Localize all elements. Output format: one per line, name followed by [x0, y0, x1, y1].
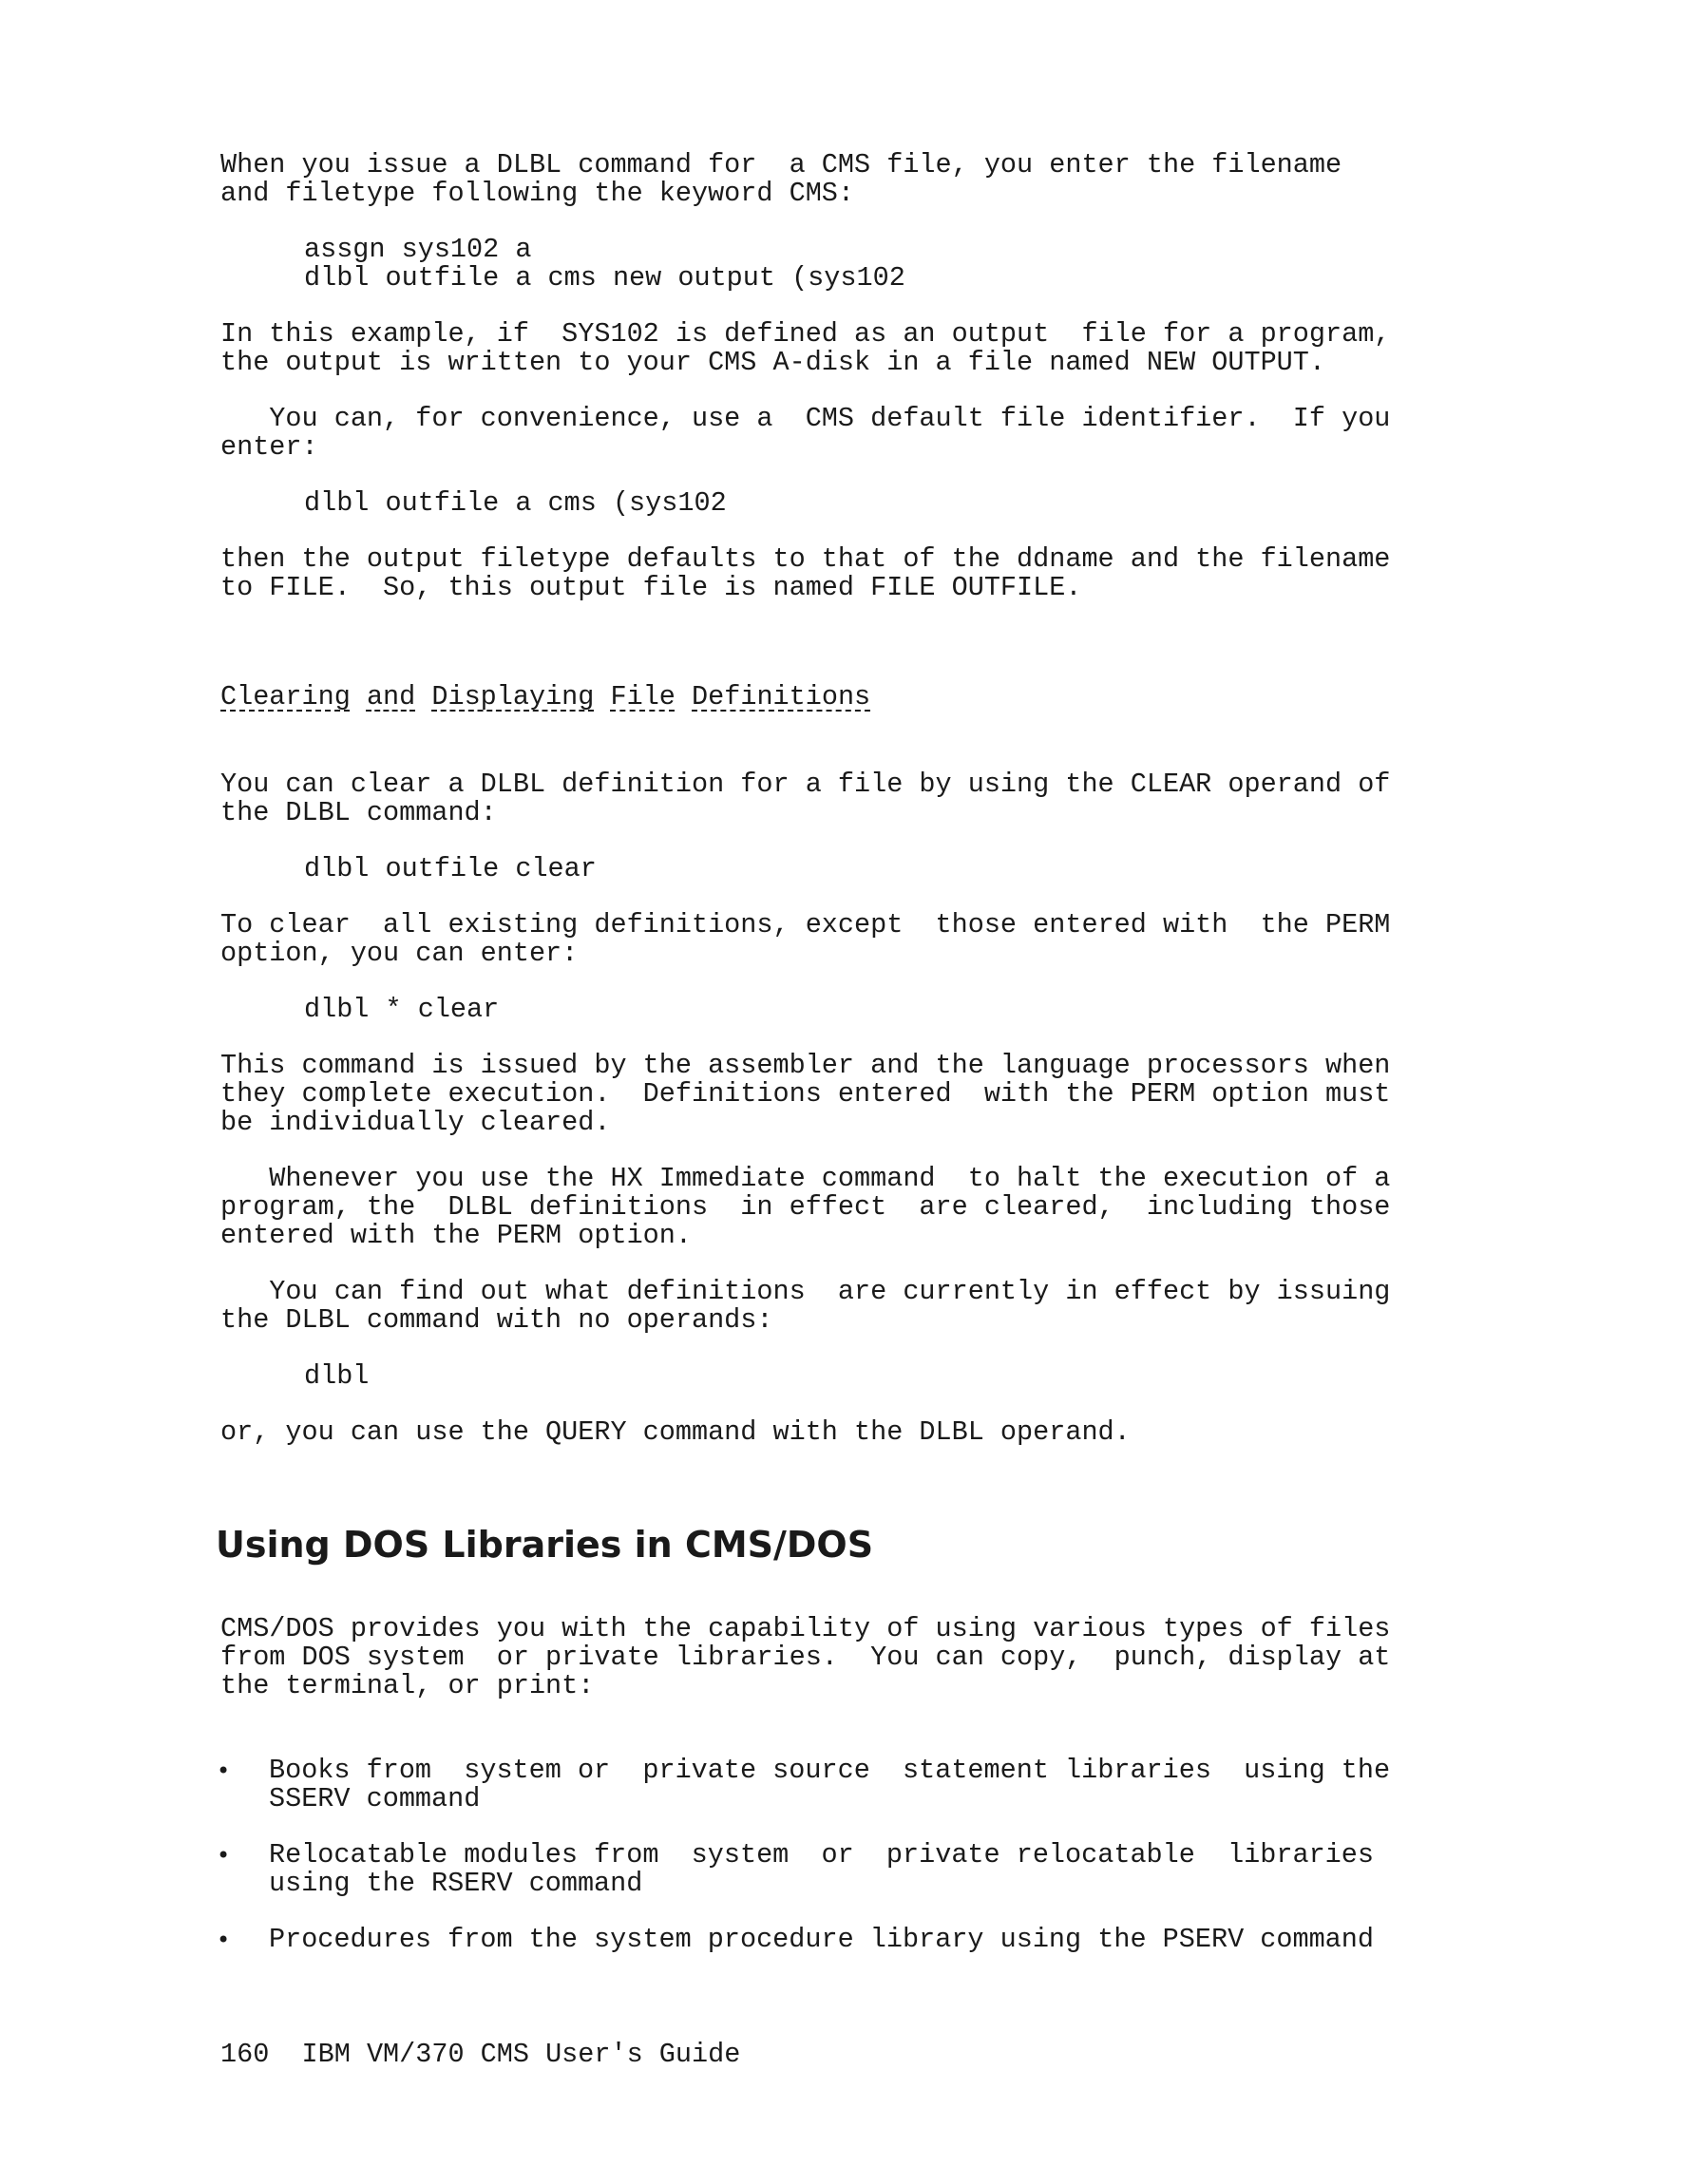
code-example-dlbl-clear: dlbl outfile clear: [304, 853, 597, 884]
list-item-sserv: Books from system or private source statement libraries using the SSERV command: [269, 1755, 1391, 1814]
paragraph-hx-immediate: Whenever you use the HX Immediate command to halt the execution of a program, the DLBL definitions in effect are cleared, including those entered with the PERM option.: [220, 1163, 1391, 1251]
subheading-word: File: [610, 681, 676, 712]
book-title: IBM VM/370 CMS User's Guide: [301, 2039, 741, 2070]
paragraph-dlbl-cms-file: When you issue a DLBL command for a CMS file, you enter the filename and filetype following the keyword CMS:: [220, 149, 1342, 209]
page-footer: [220, 2041, 740, 2069]
code-example-dlbl-star-clear: dlbl * clear: [304, 994, 500, 1025]
code-example-assgn: assgn sys102 a dlbl outfile a cms new output (sys102: [304, 234, 905, 294]
paragraph-cms-dos-intro: CMS/DOS provides you with the capability of using various types of files from DOS system or private libraries. You can copy, punch, display at the terminal, or print:: [220, 1613, 1391, 1701]
subheading-word: and: [366, 681, 416, 712]
subheading-clearing-displaying: [220, 683, 870, 712]
paragraph-query-command: or, you can use the QUERY command with the DLBL operand.: [220, 1416, 1131, 1448]
code-example-dlbl: dlbl: [304, 1360, 370, 1392]
bullet-icon: •: [217, 1757, 231, 1784]
subheading-word: Clearing: [220, 681, 351, 712]
subheading-word: Definitions: [692, 681, 871, 712]
paragraph-default-identifier: You can, for convenience, use a CMS default file identifier. If you enter:: [220, 403, 1391, 463]
list-item-rserv: Relocatable modules from system or private relocatable libraries using the RSERV command: [269, 1839, 1374, 1899]
subheading-word: Displaying: [431, 681, 595, 712]
paragraph-clear-definition: You can clear a DLBL definition for a file by using the CLEAR operand of the DLBL command:: [220, 769, 1391, 828]
code-example-dlbl-default: dlbl outfile a cms (sys102: [304, 487, 727, 519]
bullet-icon: •: [217, 1842, 231, 1869]
paragraph-find-definitions: You can find out what definitions are currently in effect by issuing the DLBL command with no operands:: [220, 1276, 1391, 1336]
page-number: 160: [220, 2039, 270, 2070]
paragraph-example-output: In this example, if SYS102 is defined as an output file for a program, the output is written to your CMS A-disk in a file named NEW OUTPUT.: [220, 318, 1391, 378]
list-item-pserv: Procedures from the system procedure library using the PSERV command: [269, 1924, 1374, 1955]
paragraph-filetype-defaults: then the output filetype defaults to that of the ddname and the filename to FILE. So, this output file is named FILE OUTFILE.: [220, 543, 1391, 603]
paragraph-assembler-clear: This command is issued by the assembler and the language processors when they complete execution. Definitions entered with the PERM option must be individually cleared.: [220, 1050, 1391, 1138]
bullet-icon: •: [217, 1927, 231, 1953]
section-heading: Using DOS Libraries in CMS/DOS: [216, 1524, 874, 1566]
paragraph-clear-all: To clear all existing definitions, except those entered with the PERM option, you can enter:: [220, 909, 1391, 969]
